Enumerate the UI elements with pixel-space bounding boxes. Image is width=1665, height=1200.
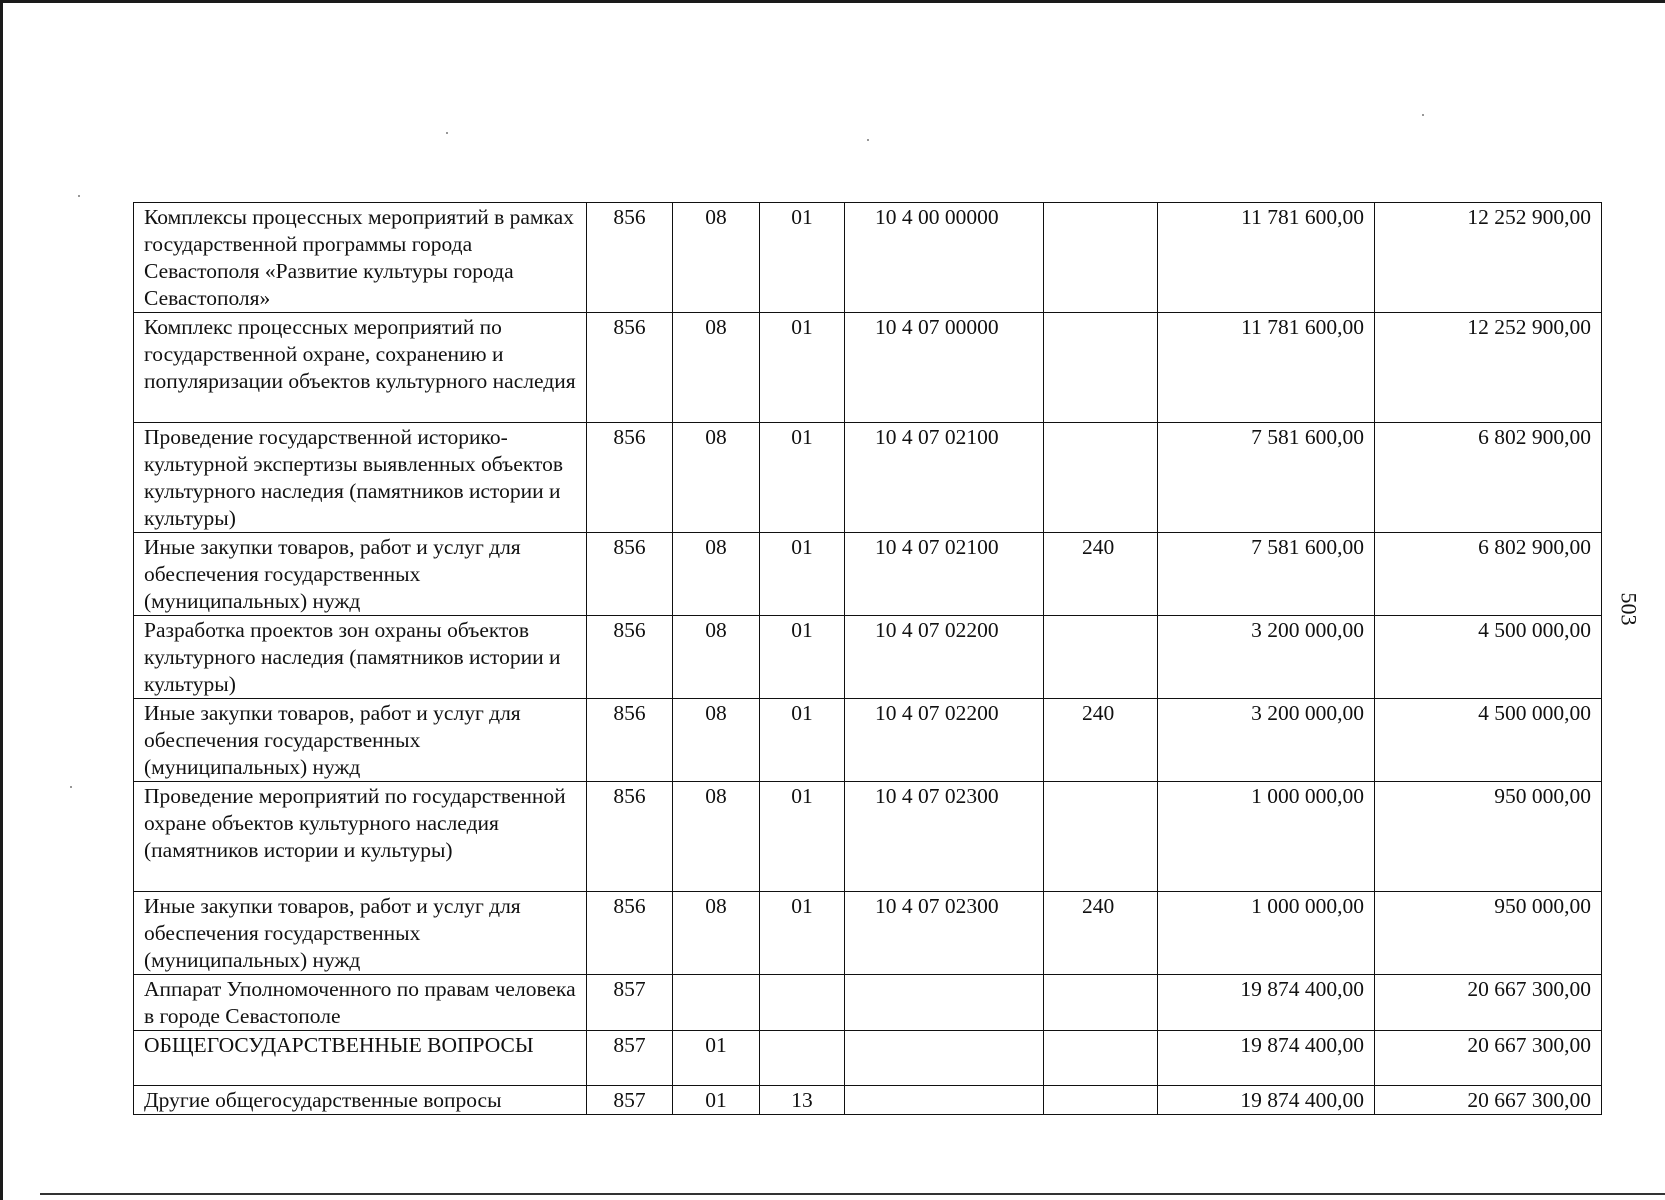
cell-csr: 10 4 07 00000 — [845, 313, 1044, 423]
cell-sum2: 4 500 000,00 — [1375, 699, 1602, 782]
scan-speck — [1422, 114, 1424, 116]
cell-sum1: 1 000 000,00 — [1158, 892, 1375, 975]
cell-pr: 01 — [760, 313, 845, 423]
table-row — [134, 975, 1602, 1031]
scan-edge-bottom — [40, 1193, 1665, 1195]
table-row — [134, 1031, 1602, 1086]
cell-name: Иные закупки товаров, работ и услуг для обеспечения государственных (муниципальных) нужд — [134, 892, 587, 975]
table-row — [134, 699, 1602, 782]
cell-pr: 01 — [760, 533, 845, 616]
cell-rz: 08 — [673, 313, 760, 423]
cell-sum1: 11 781 600,00 — [1158, 203, 1375, 313]
cell-csr: 10 4 07 02300 — [845, 892, 1044, 975]
cell-vr — [1044, 1031, 1158, 1086]
cell-pr: 01 — [760, 616, 845, 699]
cell-pr — [760, 1031, 845, 1086]
cell-sum1: 3 200 000,00 — [1158, 616, 1375, 699]
cell-sum1: 3 200 000,00 — [1158, 699, 1375, 782]
cell-csr: 10 4 00 00000 — [845, 203, 1044, 313]
cell-sum2: 20 667 300,00 — [1375, 975, 1602, 1031]
cell-grbs: 856 — [587, 203, 673, 313]
cell-sum2: 6 802 900,00 — [1375, 423, 1602, 533]
cell-pr: 01 — [760, 892, 845, 975]
cell-sum1: 19 874 400,00 — [1158, 975, 1375, 1031]
scan-speck — [867, 139, 869, 141]
scan-speck — [446, 132, 448, 134]
table-row — [134, 782, 1602, 892]
cell-sum2: 20 667 300,00 — [1375, 1086, 1602, 1115]
cell-sum2: 950 000,00 — [1375, 892, 1602, 975]
cell-sum2: 4 500 000,00 — [1375, 616, 1602, 699]
scan-speck — [78, 195, 80, 197]
cell-grbs: 856 — [587, 699, 673, 782]
cell-rz: 08 — [673, 533, 760, 616]
cell-grbs: 856 — [587, 423, 673, 533]
scan-edge-top — [0, 0, 1665, 3]
cell-name: Проведение государственной историко-культурной экспертизы выявленных объектов культурного наследия (памятников истории и культуры) — [134, 423, 587, 533]
table-row — [134, 423, 1602, 533]
cell-name: Комплекс процессных мероприятий по государственной охране, сохранению и популяризации объектов культурного наследия — [134, 313, 587, 423]
cell-sum1: 1 000 000,00 — [1158, 782, 1375, 892]
cell-vr — [1044, 782, 1158, 892]
cell-name: Иные закупки товаров, работ и услуг для обеспечения государственных (муниципальных) нужд — [134, 699, 587, 782]
cell-sum1: 7 581 600,00 — [1158, 533, 1375, 616]
cell-vr — [1044, 1086, 1158, 1115]
cell-vr — [1044, 313, 1158, 423]
cell-sum2: 950 000,00 — [1375, 782, 1602, 892]
cell-grbs: 856 — [587, 616, 673, 699]
page-number: 503 — [1616, 592, 1642, 626]
cell-sum2: 12 252 900,00 — [1375, 313, 1602, 423]
budget-table — [133, 202, 1602, 1115]
cell-rz: 08 — [673, 892, 760, 975]
cell-grbs: 856 — [587, 782, 673, 892]
cell-grbs: 857 — [587, 1031, 673, 1086]
cell-rz: 08 — [673, 616, 760, 699]
cell-pr: 13 — [760, 1086, 845, 1115]
cell-grbs: 856 — [587, 313, 673, 423]
cell-csr — [845, 975, 1044, 1031]
cell-vr — [1044, 616, 1158, 699]
cell-vr — [1044, 203, 1158, 313]
table-row — [134, 892, 1602, 975]
cell-name: Другие общегосударственные вопросы — [134, 1086, 587, 1115]
cell-vr: 240 — [1044, 892, 1158, 975]
cell-sum1: 7 581 600,00 — [1158, 423, 1375, 533]
cell-csr: 10 4 07 02100 — [845, 423, 1044, 533]
cell-sum2: 20 667 300,00 — [1375, 1031, 1602, 1086]
cell-name: Иные закупки товаров, работ и услуг для обеспечения государственных (муниципальных) нужд — [134, 533, 587, 616]
cell-sum2: 6 802 900,00 — [1375, 533, 1602, 616]
cell-csr: 10 4 07 02300 — [845, 782, 1044, 892]
cell-sum1: 11 781 600,00 — [1158, 313, 1375, 423]
cell-name: Проведение мероприятий по государственной охране объектов культурного наследия (памятников истории и культуры) — [134, 782, 587, 892]
table-row — [134, 533, 1602, 616]
cell-grbs: 856 — [587, 892, 673, 975]
cell-pr — [760, 975, 845, 1031]
cell-rz — [673, 975, 760, 1031]
cell-rz: 08 — [673, 203, 760, 313]
cell-rz: 08 — [673, 782, 760, 892]
cell-pr: 01 — [760, 699, 845, 782]
cell-vr — [1044, 975, 1158, 1031]
table-row — [134, 616, 1602, 699]
cell-rz: 08 — [673, 423, 760, 533]
cell-pr: 01 — [760, 782, 845, 892]
cell-name: ОБЩЕГОСУДАРСТВЕННЫЕ ВОПРОСЫ — [134, 1031, 587, 1086]
cell-rz: 01 — [673, 1031, 760, 1086]
cell-name: Аппарат Уполномоченного по правам человека в городе Севастополе — [134, 975, 587, 1031]
cell-name: Комплексы процессных мероприятий в рамках государственной программы города Севастополя «Развитие культуры города Севастополя» — [134, 203, 587, 313]
cell-rz: 01 — [673, 1086, 760, 1115]
cell-csr — [845, 1031, 1044, 1086]
cell-grbs: 856 — [587, 533, 673, 616]
cell-name: Разработка проектов зон охраны объектов культурного наследия (памятников истории и культуры) — [134, 616, 587, 699]
cell-sum1: 19 874 400,00 — [1158, 1086, 1375, 1115]
cell-vr — [1044, 423, 1158, 533]
cell-sum2: 12 252 900,00 — [1375, 203, 1602, 313]
cell-vr: 240 — [1044, 533, 1158, 616]
scan-speck — [70, 786, 72, 788]
cell-csr: 10 4 07 02100 — [845, 533, 1044, 616]
cell-pr: 01 — [760, 203, 845, 313]
table-row — [134, 1086, 1602, 1115]
cell-csr: 10 4 07 02200 — [845, 616, 1044, 699]
cell-sum1: 19 874 400,00 — [1158, 1031, 1375, 1086]
table-row — [134, 313, 1602, 423]
scan-edge-left — [0, 0, 3, 1200]
cell-csr — [845, 1086, 1044, 1115]
cell-grbs: 857 — [587, 1086, 673, 1115]
cell-rz: 08 — [673, 699, 760, 782]
cell-pr: 01 — [760, 423, 845, 533]
cell-vr: 240 — [1044, 699, 1158, 782]
table-row — [134, 203, 1602, 313]
cell-csr: 10 4 07 02200 — [845, 699, 1044, 782]
cell-grbs: 857 — [587, 975, 673, 1031]
